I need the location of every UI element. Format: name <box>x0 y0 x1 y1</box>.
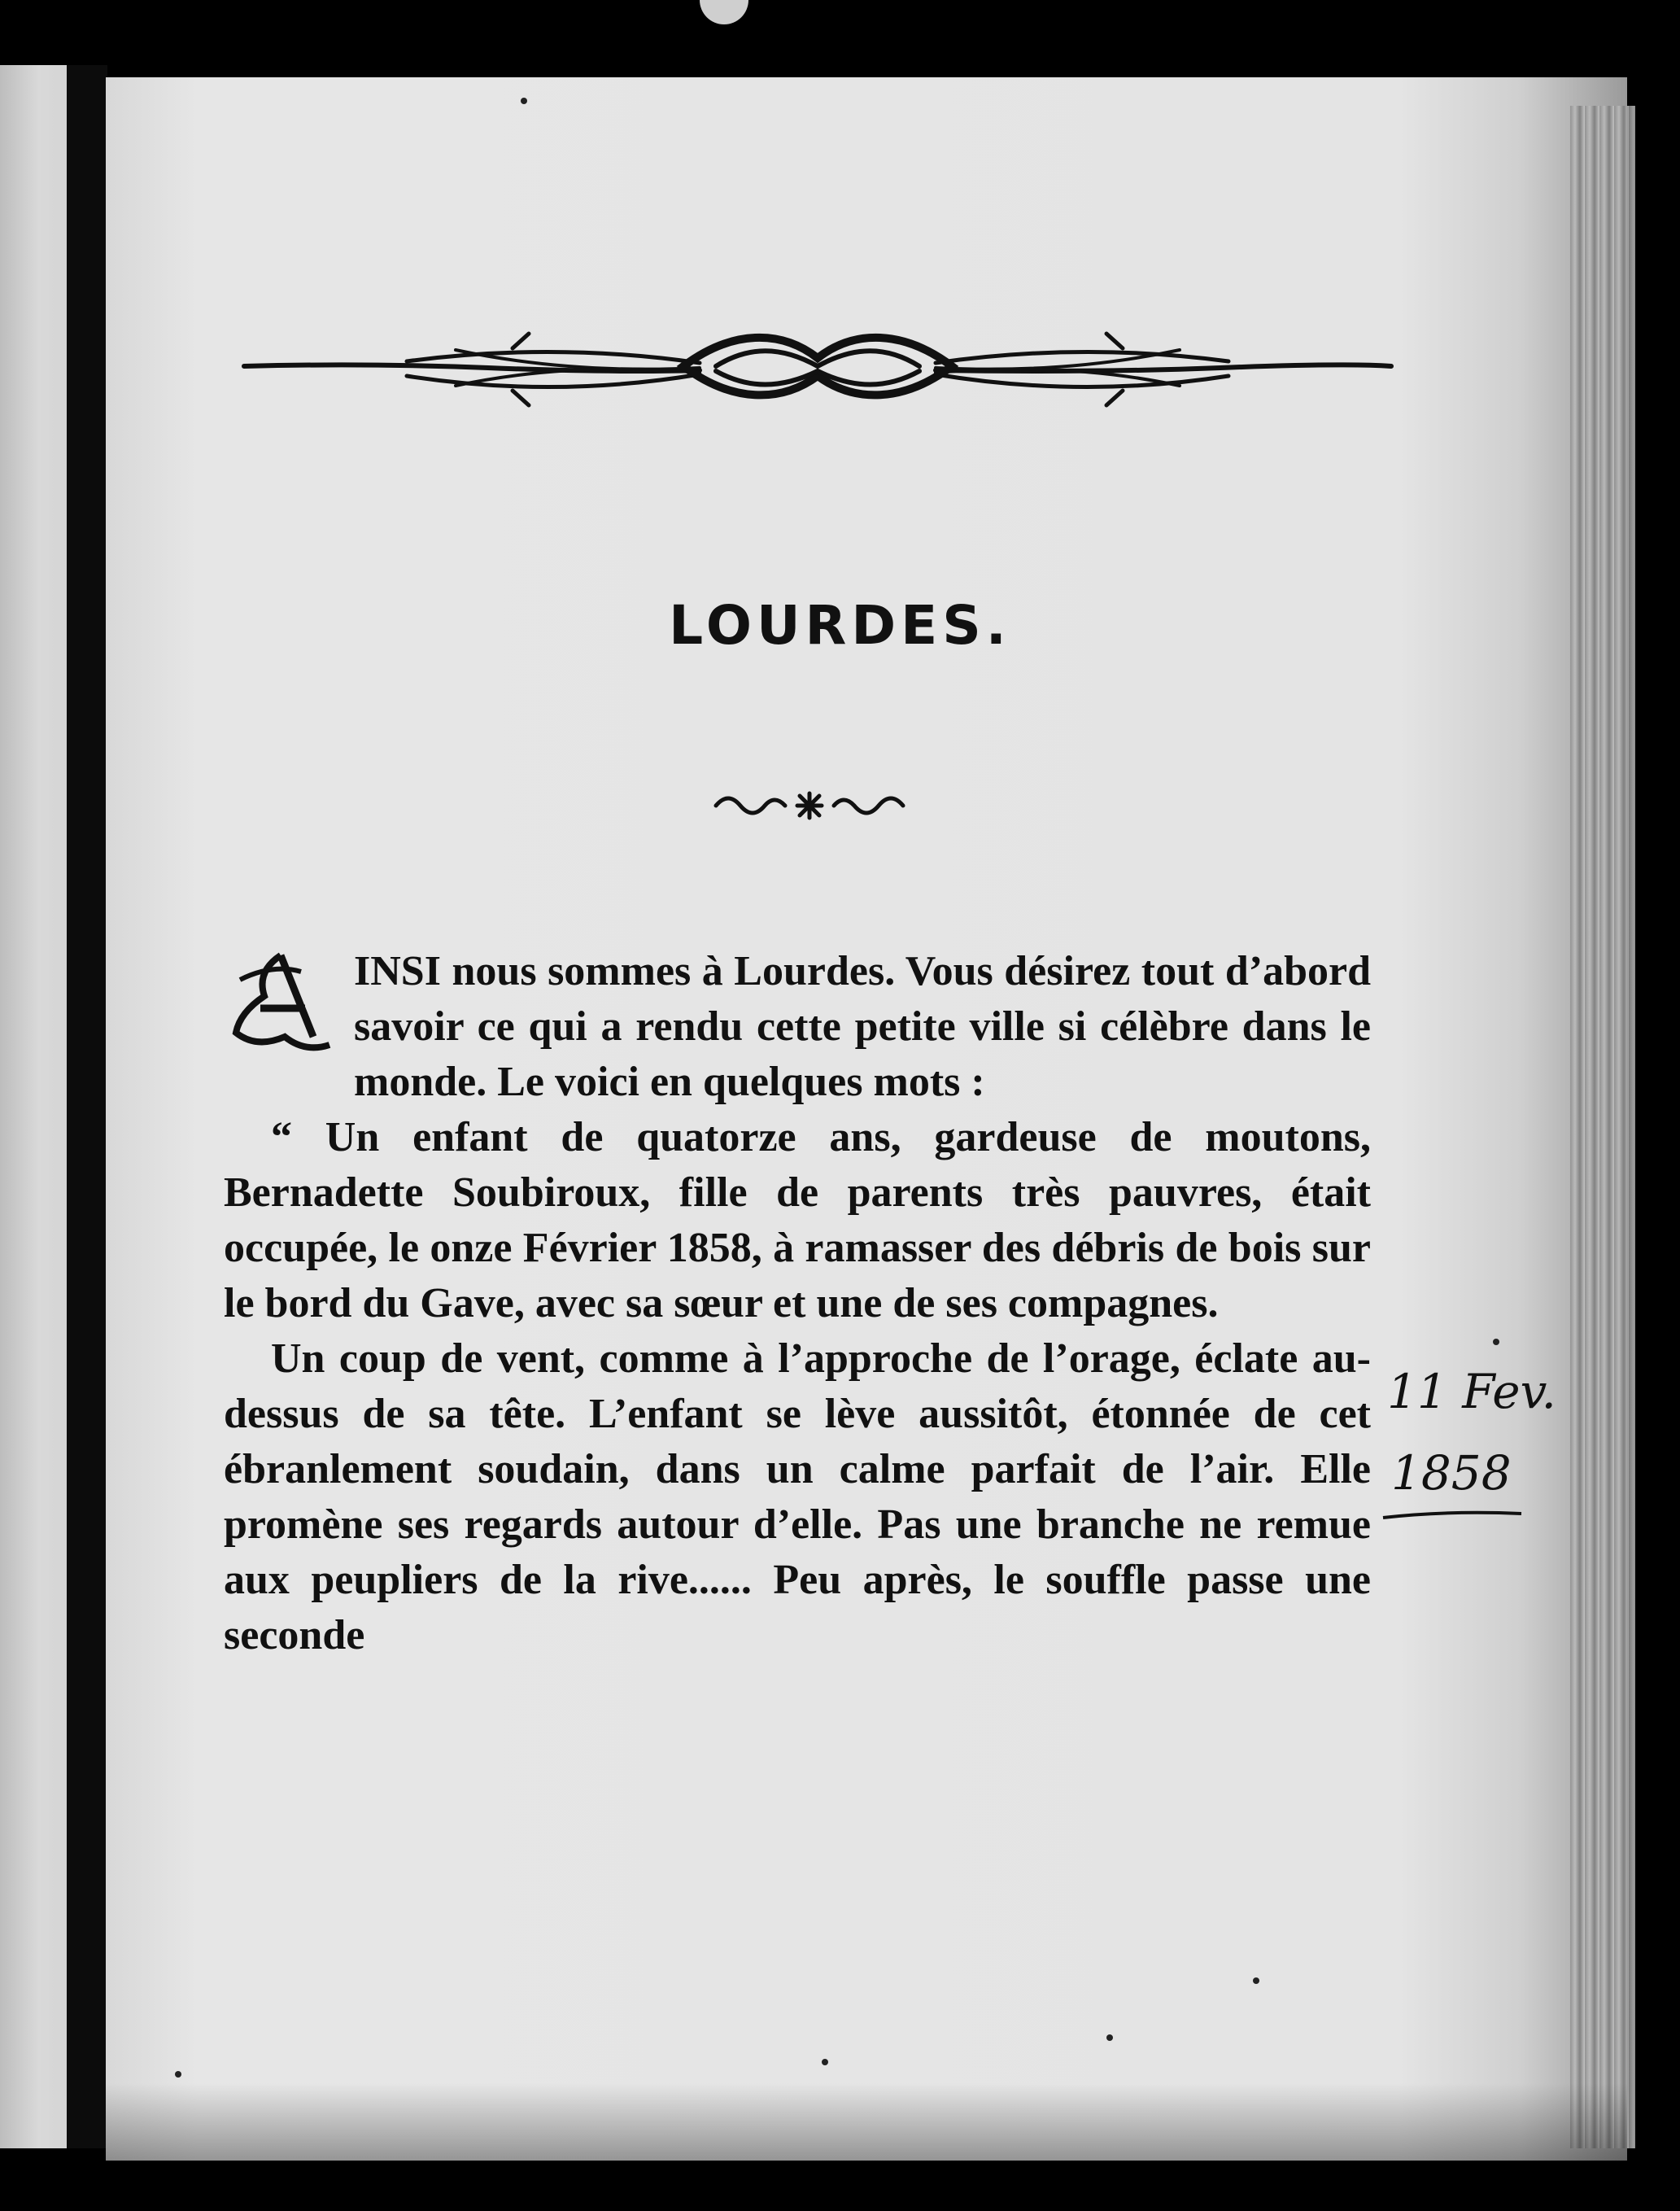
page-title: LOURDES. <box>669 594 1011 657</box>
margin-note-date: 11 Fev. <box>1387 1364 1556 1419</box>
margin-note-year: 1858 <box>1391 1445 1512 1501</box>
page-edge-stack <box>1570 106 1635 2148</box>
paper-speck <box>1106 2034 1113 2041</box>
paragraph-3: Un coup de vent, comme à l’approche de l’orage, éclate au-dessus de sa tête. L’enfant se lève aussitôt, étonnée de cet ébranlement soudain, dans un calme parfait de l’air. Elle promène ses regards autour d’elle. Pas une branche ne remue aux peupliers de la rive...... Peu après, le souffle passe une seconde <box>224 1335 1371 1658</box>
paper-speck <box>521 98 527 104</box>
dropcap-rest: INSI <box>354 948 441 994</box>
paragraph-1 <box>224 944 1371 1110</box>
ornamental-divider <box>244 326 1391 431</box>
paper-speck <box>175 2071 181 2078</box>
binding-clip <box>700 0 748 24</box>
small-flourish <box>708 781 911 830</box>
paragraph-2: “ Un enfant de quatorze ans, gardeuse de moutons, Bernadette Soubiroux, fille de parents très pauvres, était occupée, le onze Février 1858, à ramasser des débris de bois sur le bord du Gave, avec sa sœur et une de ses compagnes. <box>224 1114 1371 1326</box>
paper-speck <box>1253 1977 1259 1984</box>
paper-speck <box>822 2059 828 2065</box>
page-gutter <box>67 65 107 2148</box>
handwritten-margin-note <box>1383 1351 1556 1562</box>
paragraph-1-text: nous sommes à Lourdes. Vous désirez tout d’abord savoir ce qui a rendu cette petite ville si célèbre dans le monde. Le voici en quelques mots : <box>354 948 1371 1105</box>
page-shadow <box>106 2083 1627 2161</box>
paper-speck <box>1493 1339 1499 1345</box>
decorative-dropcap <box>224 947 346 1061</box>
body-text <box>224 944 1371 1663</box>
